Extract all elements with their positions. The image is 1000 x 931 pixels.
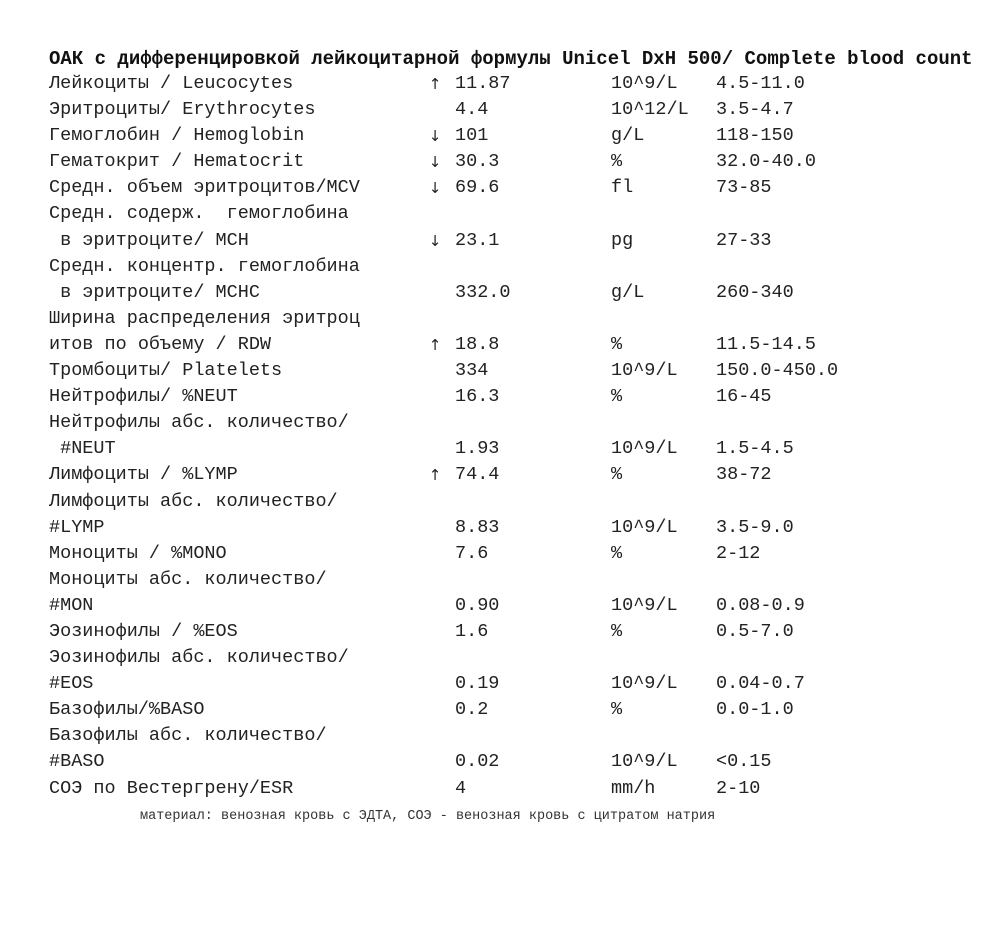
test-name: Базофилы абс. количество/ (49, 725, 327, 747)
test-name: Эозинофилы абс. количество/ (49, 647, 349, 669)
reference-range: 38-72 (716, 464, 772, 486)
result-unit: 10^12/L (611, 99, 689, 121)
result-value: 11.87 (455, 73, 511, 94)
test-name: в эритроците/ MCHC (49, 281, 260, 303)
result-row (0, 410, 1000, 436)
test-name: #BASO (49, 751, 105, 773)
result-row (0, 71, 1000, 97)
test-name: Средн. содерж. гемоглобина (49, 203, 349, 225)
reference-range: 2-10 (716, 777, 761, 799)
result-value: 4 (455, 777, 467, 799)
test-name: Базофилы/%BASO (49, 699, 205, 721)
result-row (0, 254, 1000, 280)
result-value: 101 (455, 125, 489, 147)
test-name: Гемоглобин / Hemoglobin (49, 125, 305, 147)
result-row (0, 306, 1000, 332)
flag-arrow-icon: ↑ (428, 75, 442, 93)
test-name: Моноциты абс. количество/ (49, 568, 327, 590)
test-name: Ширина распределения эритроц (49, 307, 360, 329)
reference-range: 3.5-9.0 (716, 516, 794, 538)
result-value: 4.4 (455, 99, 489, 121)
test-name: Средн. концентр. гемоглобина (49, 255, 360, 277)
test-name: #MON (49, 594, 94, 616)
flag-arrow-icon: ↓ (428, 127, 442, 146)
result-row (0, 567, 1000, 593)
result-value: 69.6 (455, 177, 500, 199)
result-value: 8.83 (455, 516, 500, 538)
result-row (0, 462, 1000, 488)
specimen-note: материал: венозная кровь с ЭДТА, СОЭ - венозная кровь с цитратом натрия (140, 809, 716, 824)
test-name: Тромбоциты/ Platelets (49, 360, 283, 382)
result-unit: % (611, 151, 623, 173)
result-unit: 10^9/L (611, 594, 678, 616)
flag-arrow-icon: ↑ (428, 335, 442, 354)
test-name: в эритроците/ MCH (49, 229, 249, 251)
flag-arrow-icon: ↓ (428, 231, 442, 250)
reference-range: 11.5-14.5 (716, 333, 816, 355)
reference-range: 2-12 (716, 542, 761, 564)
result-unit: g/L (611, 125, 645, 147)
reference-range: 27-33 (716, 229, 772, 251)
result-unit: 10^9/L (611, 751, 678, 773)
result-unit: g/L (611, 281, 645, 303)
result-row (0, 175, 1000, 201)
result-row (0, 332, 1000, 358)
test-name: Лимфоциты абс. количество/ (49, 490, 338, 512)
result-value: 18.8 (455, 333, 500, 355)
report-title: ОАК с дифференцировкой лейкоцитарной формулы Unicel DxH 500/ Complete blood count (49, 48, 973, 70)
result-row (0, 489, 1000, 515)
reference-range: 150.0-450.0 (716, 360, 839, 382)
result-unit: % (611, 699, 623, 721)
test-name: #NEUT (49, 438, 116, 460)
reference-range: 32.0-40.0 (716, 151, 816, 173)
result-row (0, 358, 1000, 384)
reference-range: 0.08-0.9 (716, 594, 805, 616)
result-unit: % (611, 620, 623, 642)
result-row (0, 201, 1000, 227)
result-unit: % (611, 464, 623, 486)
result-unit: % (611, 386, 623, 408)
result-row (0, 149, 1000, 175)
test-name: Лимфоциты / %LYMP (49, 464, 238, 486)
result-unit: mm/h (611, 777, 656, 799)
test-name: #EOS (49, 673, 94, 695)
test-name: итов по объему / RDW (49, 333, 272, 355)
reference-range: 16-45 (716, 386, 772, 408)
result-row (0, 593, 1000, 619)
result-row (0, 228, 1000, 254)
test-name: Нейтрофилы/ %NEUT (49, 386, 238, 408)
result-unit: 10^9/L (611, 73, 678, 94)
result-unit: fl (611, 177, 634, 199)
result-row (0, 97, 1000, 123)
test-name: Средн. объем эритроцитов/MCV (49, 177, 360, 199)
reference-range: 3.5-4.7 (716, 99, 794, 121)
result-row (0, 619, 1000, 645)
reference-range: 4.5-11.0 (716, 73, 805, 94)
result-row (0, 280, 1000, 306)
result-row (0, 749, 1000, 775)
reference-range: 1.5-4.5 (716, 438, 794, 460)
result-unit: % (611, 542, 623, 564)
result-unit: % (611, 333, 623, 355)
result-value: 332.0 (455, 281, 511, 303)
result-unit: 10^9/L (611, 438, 678, 460)
result-value: 334 (455, 360, 489, 382)
reference-range: 0.5-7.0 (716, 620, 794, 642)
result-value: 0.2 (455, 699, 489, 721)
result-value: 74.4 (455, 464, 500, 486)
result-row (0, 436, 1000, 462)
result-value: 7.6 (455, 542, 489, 564)
test-name: Гематокрит / Hematocrit (49, 151, 305, 173)
reference-range: 0.0-1.0 (716, 699, 794, 721)
result-row (0, 384, 1000, 410)
result-unit: 10^9/L (611, 360, 678, 382)
reference-range: <0.15 (716, 751, 772, 773)
flag-arrow-icon: ↑ (428, 466, 442, 485)
result-value: 30.3 (455, 151, 500, 173)
result-value: 23.1 (455, 229, 500, 251)
reference-range: 260-340 (716, 281, 794, 303)
test-name: Эритроциты/ Erythrocytes (49, 99, 316, 121)
test-name: #LYMP (49, 516, 105, 538)
test-name: Нейтрофилы абс. количество/ (49, 412, 349, 434)
result-row (0, 776, 1000, 802)
result-value: 0.02 (455, 751, 500, 773)
result-unit: pg (611, 229, 634, 251)
results-table (0, 71, 1000, 802)
flag-arrow-icon: ↓ (428, 153, 442, 172)
result-value: 16.3 (455, 386, 500, 408)
result-row (0, 515, 1000, 541)
result-row (0, 123, 1000, 149)
result-unit: 10^9/L (611, 516, 678, 538)
test-name: СОЭ по Вестергрену/ESR (49, 777, 294, 799)
result-row (0, 723, 1000, 749)
reference-range: 73-85 (716, 177, 772, 199)
result-value: 1.93 (455, 438, 500, 460)
result-value: 1.6 (455, 620, 489, 642)
result-value: 0.90 (455, 594, 500, 616)
test-name: Моноциты / %MONO (49, 542, 227, 564)
result-value: 0.19 (455, 673, 500, 695)
result-row (0, 541, 1000, 567)
result-unit: 10^9/L (611, 673, 678, 695)
result-row (0, 645, 1000, 671)
result-row (0, 671, 1000, 697)
reference-range: 0.04-0.7 (716, 673, 805, 695)
reference-range: 118-150 (716, 125, 794, 147)
test-name: Лейкоциты / Leucocytes (49, 73, 294, 94)
result-row (0, 697, 1000, 723)
test-name: Эозинофилы / %EOS (49, 620, 238, 642)
flag-arrow-icon: ↓ (428, 179, 442, 198)
